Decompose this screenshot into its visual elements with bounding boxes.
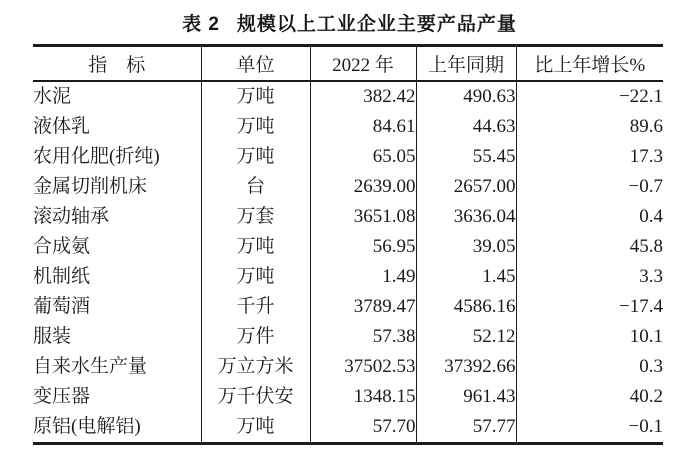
cell-2022: 3789.47 (310, 292, 416, 322)
col-header-unit: 单位 (201, 46, 310, 82)
cell-prev-period: 3636.04 (416, 202, 516, 232)
table-row (33, 142, 663, 172)
cell-prev-period: 55.45 (416, 142, 516, 172)
table-row (33, 262, 663, 292)
cell-indicator: 金属切削机床 (33, 176, 148, 197)
cell-2022: 382.42 (310, 81, 416, 112)
cell-2022: 65.05 (310, 142, 416, 172)
cell-indicator: 机制纸 (33, 266, 91, 287)
cell-growth: 17.3 (516, 142, 663, 172)
cell-unit: 万立方米 (201, 352, 310, 382)
cell-unit: 万件 (201, 322, 310, 352)
table-header (33, 46, 663, 82)
cell-unit: 台 (201, 172, 310, 202)
table-row (33, 232, 663, 262)
col-header-indicator: 指 标 (33, 46, 201, 82)
table-row (33, 172, 663, 202)
cell-unit: 千升 (201, 292, 310, 322)
cell-unit: 万吨 (201, 262, 310, 292)
table-row (33, 412, 663, 444)
cell-indicator: 农用化肥(折纯) (33, 146, 160, 167)
table-row (33, 382, 663, 412)
cell-prev-period: 961.43 (416, 382, 516, 412)
cell-indicator: 葡萄酒 (33, 296, 91, 317)
cell-2022: 3651.08 (310, 202, 416, 232)
cell-indicator: 液体乳 (33, 116, 91, 137)
cell-unit: 万千伏安 (201, 382, 310, 412)
cell-growth: 10.1 (516, 322, 663, 352)
table-row (33, 292, 663, 322)
cell-prev-period: 57.77 (416, 412, 516, 444)
col-header-prev-period: 上年同期 (416, 46, 516, 82)
cell-unit: 万吨 (201, 412, 310, 444)
cell-prev-period: 490.63 (416, 81, 516, 112)
table-row (33, 202, 663, 232)
cell-growth: −0.7 (516, 172, 663, 202)
cell-2022: 56.95 (310, 232, 416, 262)
cell-unit: 万吨 (201, 232, 310, 262)
cell-indicator: 服装 (33, 326, 72, 347)
cell-unit: 万套 (201, 202, 310, 232)
cell-growth: 89.6 (516, 112, 663, 142)
cell-prev-period: 52.12 (416, 322, 516, 352)
cell-indicator: 自来水生产量 (33, 356, 148, 377)
cell-prev-period: 44.63 (416, 112, 516, 142)
table-row (33, 322, 663, 352)
cell-prev-period: 1.45 (416, 262, 516, 292)
cell-indicator: 变压器 (33, 386, 91, 407)
cell-2022: 37502.53 (310, 352, 416, 382)
cell-unit: 万吨 (201, 112, 310, 142)
table-title (0, 9, 699, 36)
cell-prev-period: 4586.16 (416, 292, 516, 322)
cell-prev-period: 39.05 (416, 232, 516, 262)
table-title-text: 规模以上工业企业主要产品产量 (236, 14, 517, 35)
cell-2022: 2639.00 (310, 172, 416, 202)
cell-growth: 3.3 (516, 262, 663, 292)
cell-growth: 0.3 (516, 352, 663, 382)
cell-growth: 45.8 (516, 232, 663, 262)
cell-2022: 57.38 (310, 322, 416, 352)
cell-2022: 1.49 (310, 262, 416, 292)
table-row (33, 352, 663, 382)
cell-2022: 84.61 (310, 112, 416, 142)
col-header-2022: 2022 年 (310, 46, 416, 82)
cell-growth: 40.2 (516, 382, 663, 412)
cell-unit: 万吨 (201, 142, 310, 172)
cell-growth: −0.1 (516, 412, 663, 444)
cell-growth: −22.1 (516, 81, 663, 112)
table-row (33, 112, 663, 142)
cell-indicator: 水泥 (33, 86, 72, 107)
cell-unit: 万吨 (201, 81, 310, 112)
header-row (33, 46, 663, 82)
col-header-growth: 比上年增长% (516, 46, 663, 82)
table-row (33, 81, 663, 112)
cell-growth: 0.4 (516, 202, 663, 232)
cell-indicator: 合成氨 (33, 236, 91, 257)
cell-prev-period: 2657.00 (416, 172, 516, 202)
cell-indicator: 滚动轴承 (33, 206, 110, 227)
cell-2022: 57.70 (310, 412, 416, 444)
cell-indicator: 原铝(电解铝) (33, 416, 141, 437)
products-output-table (33, 44, 663, 445)
table-body (33, 81, 663, 444)
table-number-label: 表 2 (182, 14, 220, 35)
cell-prev-period: 37392.66 (416, 352, 516, 382)
cell-growth: −17.4 (516, 292, 663, 322)
cell-2022: 1348.15 (310, 382, 416, 412)
